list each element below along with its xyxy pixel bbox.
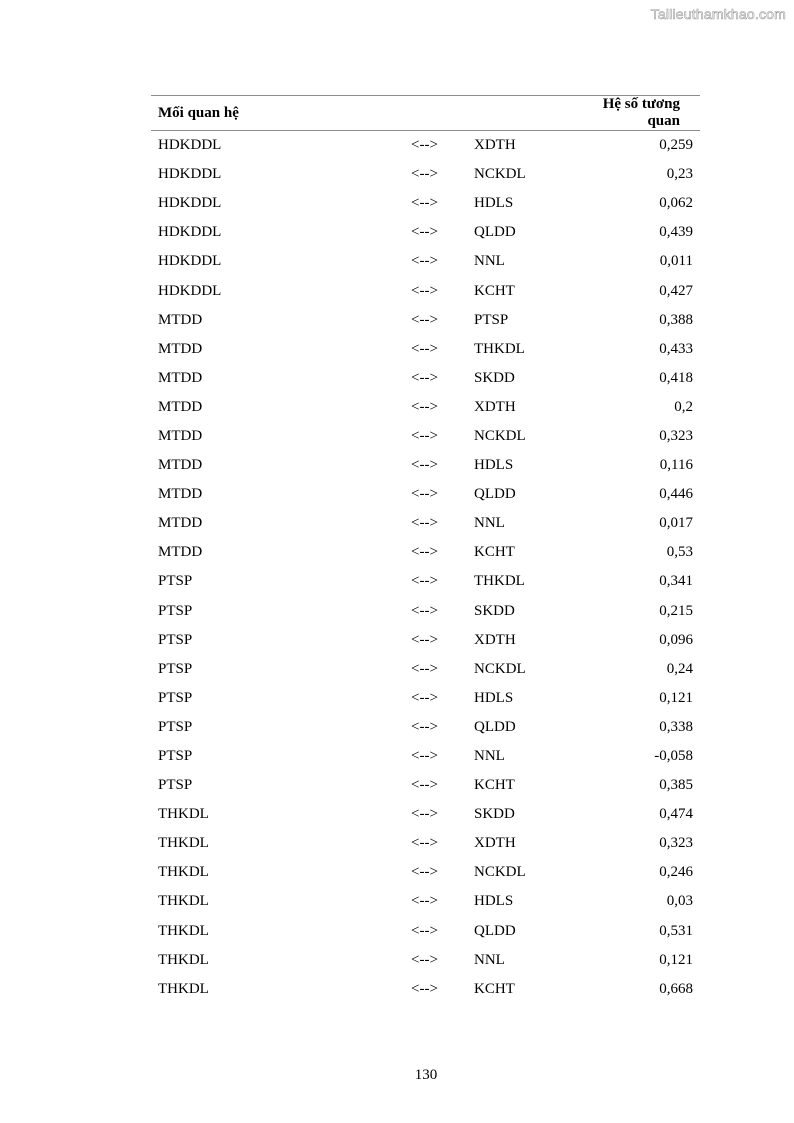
- coefficient-value-cell: 0,323: [659, 835, 693, 852]
- table-row: [151, 276, 700, 305]
- table-row: [151, 917, 700, 946]
- variable-b-cell: XDTH: [474, 835, 516, 852]
- coefficient-value-cell: 0,23: [666, 166, 693, 183]
- variable-a-cell: THKDL: [158, 864, 209, 881]
- coefficient-value-cell: 0,062: [659, 195, 693, 212]
- table-row: [151, 160, 700, 189]
- relation-arrow-cell: <-->: [411, 922, 438, 939]
- coefficient-value-cell: 0,446: [659, 486, 693, 503]
- variable-a-cell: PTSP: [158, 718, 193, 735]
- coefficient-value-cell: 0,341: [659, 573, 693, 590]
- variable-a-cell: MTDD: [158, 369, 203, 386]
- variable-b-cell: NCKDL: [474, 166, 526, 183]
- variable-a-cell: MTDD: [158, 398, 203, 415]
- variable-a-cell: MTDD: [158, 311, 203, 328]
- variable-b-cell: SKDD: [474, 369, 515, 386]
- header-row: [151, 96, 700, 131]
- variable-b-cell: NNL: [474, 515, 505, 532]
- variable-b-cell: THKDL: [474, 573, 525, 590]
- relation-arrow-cell: <-->: [411, 398, 438, 415]
- header-relation: Mối quan hệ: [158, 104, 239, 121]
- variable-a-cell: HDKDDL: [158, 282, 222, 299]
- variable-b-cell: XDTH: [474, 631, 516, 648]
- variable-b-cell: KCHT: [474, 980, 515, 997]
- table-row: [151, 829, 700, 858]
- variable-b-cell: KCHT: [474, 777, 515, 794]
- variable-a-cell: MTDD: [158, 544, 203, 561]
- relation-arrow-cell: <-->: [411, 282, 438, 299]
- coefficient-value-cell: 0,259: [659, 137, 693, 154]
- variable-a-cell: HDKDDL: [158, 137, 222, 154]
- coefficient-value-cell: 0,121: [659, 951, 693, 968]
- table-row: [151, 975, 700, 1004]
- variable-b-cell: PTSP: [474, 311, 509, 328]
- table-row: [151, 306, 700, 335]
- table-row: [151, 858, 700, 887]
- coefficient-value-cell: 0,418: [659, 369, 693, 386]
- variable-a-cell: THKDL: [158, 980, 209, 997]
- coefficient-value-cell: 0,474: [659, 806, 693, 823]
- table-row: [151, 335, 700, 364]
- table-row: [151, 509, 700, 538]
- relation-arrow-cell: <-->: [411, 166, 438, 183]
- table-row: [151, 393, 700, 422]
- variable-a-cell: HDKDDL: [158, 253, 222, 270]
- relation-arrow-cell: <-->: [411, 311, 438, 328]
- table-row: [151, 771, 700, 800]
- coefficient-value-cell: 0,017: [659, 515, 693, 532]
- relation-arrow-cell: <-->: [411, 515, 438, 532]
- coefficient-value-cell: 0,53: [666, 544, 693, 561]
- table-row: [151, 422, 700, 451]
- relation-arrow-cell: <-->: [411, 631, 438, 648]
- variable-b-cell: SKDD: [474, 602, 515, 619]
- coefficient-value-cell: 0,011: [659, 253, 693, 270]
- variable-a-cell: MTDD: [158, 340, 203, 357]
- table-row: [151, 567, 700, 596]
- variable-a-cell: HDKDDL: [158, 195, 222, 212]
- coefficient-value-cell: 0,439: [659, 224, 693, 241]
- table-row: [151, 742, 700, 771]
- variable-a-cell: HDKDDL: [158, 166, 222, 183]
- relation-arrow-cell: <-->: [411, 253, 438, 270]
- table-row: [151, 946, 700, 975]
- table-row: [151, 713, 700, 742]
- table-row: [151, 218, 700, 247]
- relation-arrow-cell: <-->: [411, 893, 438, 910]
- relation-arrow-cell: <-->: [411, 457, 438, 474]
- coefficient-value-cell: 0,323: [659, 427, 693, 444]
- table-row: [151, 247, 700, 276]
- coefficient-value-cell: 0,2: [674, 398, 693, 415]
- table-body: [151, 131, 700, 1004]
- relation-arrow-cell: <-->: [411, 718, 438, 735]
- table-row: [151, 597, 700, 626]
- relation-arrow-cell: <-->: [411, 340, 438, 357]
- variable-a-cell: PTSP: [158, 631, 193, 648]
- relation-arrow-cell: <-->: [411, 806, 438, 823]
- coefficient-value-cell: 0,215: [659, 602, 693, 619]
- relation-arrow-cell: <-->: [411, 427, 438, 444]
- relation-arrow-cell: <-->: [411, 137, 438, 154]
- variable-a-cell: THKDL: [158, 835, 209, 852]
- variable-b-cell: THKDL: [474, 340, 525, 357]
- table-row: [151, 189, 700, 218]
- variable-b-cell: NNL: [474, 253, 505, 270]
- variable-b-cell: HDLS: [474, 457, 514, 474]
- table-row: [151, 480, 700, 509]
- variable-b-cell: XDTH: [474, 398, 516, 415]
- variable-a-cell: PTSP: [158, 689, 193, 706]
- relation-arrow-cell: <-->: [411, 195, 438, 212]
- relation-arrow-cell: <-->: [411, 602, 438, 619]
- coefficient-value-cell: 0,121: [659, 689, 693, 706]
- relation-arrow-cell: <-->: [411, 835, 438, 852]
- relation-arrow-cell: <-->: [411, 951, 438, 968]
- variable-b-cell: HDLS: [474, 689, 514, 706]
- relation-arrow-cell: <-->: [411, 777, 438, 794]
- variable-b-cell: HDLS: [474, 893, 514, 910]
- variable-a-cell: THKDL: [158, 806, 209, 823]
- table-row: [151, 684, 700, 713]
- coefficient-value-cell: 0,338: [659, 718, 693, 735]
- coefficient-value-cell: 0,668: [659, 980, 693, 997]
- variable-b-cell: QLDD: [474, 224, 516, 241]
- variable-a-cell: HDKDDL: [158, 224, 222, 241]
- variable-b-cell: NNL: [474, 951, 505, 968]
- variable-b-cell: HDLS: [474, 195, 514, 212]
- variable-a-cell: THKDL: [158, 893, 209, 910]
- variable-b-cell: NNL: [474, 748, 505, 765]
- variable-a-cell: MTDD: [158, 427, 203, 444]
- table-row: [151, 626, 700, 655]
- coefficient-value-cell: 0,433: [659, 340, 693, 357]
- variable-a-cell: PTSP: [158, 777, 193, 794]
- variable-b-cell: NCKDL: [474, 864, 526, 881]
- variable-a-cell: THKDL: [158, 922, 209, 939]
- variable-a-cell: MTDD: [158, 457, 203, 474]
- table-row: [151, 655, 700, 684]
- header-coefficient: Hệ số tương quan: [602, 96, 680, 129]
- table-row: [151, 800, 700, 829]
- coefficient-value-cell: 0,427: [659, 282, 693, 299]
- coefficient-value-cell: 0,116: [659, 457, 693, 474]
- variable-a-cell: THKDL: [158, 951, 209, 968]
- variable-a-cell: MTDD: [158, 515, 203, 532]
- variable-a-cell: PTSP: [158, 660, 193, 677]
- coefficient-value-cell: 0,531: [659, 922, 693, 939]
- correlation-table: [151, 95, 700, 1004]
- table-header: [151, 96, 700, 131]
- relation-arrow-cell: <-->: [411, 369, 438, 386]
- relation-arrow-cell: <-->: [411, 573, 438, 590]
- coefficient-value-cell: 0,385: [659, 777, 693, 794]
- table-row: [151, 451, 700, 480]
- variable-b-cell: NCKDL: [474, 660, 526, 677]
- watermark-text: Tailieuthamkhao.com: [650, 6, 786, 22]
- variable-b-cell: SKDD: [474, 806, 515, 823]
- relation-arrow-cell: <-->: [411, 748, 438, 765]
- relation-arrow-cell: <-->: [411, 980, 438, 997]
- variable-a-cell: MTDD: [158, 486, 203, 503]
- variable-b-cell: NCKDL: [474, 427, 526, 444]
- variable-b-cell: QLDD: [474, 486, 516, 503]
- coefficient-value-cell: 0,246: [659, 864, 693, 881]
- relation-arrow-cell: <-->: [411, 486, 438, 503]
- table-row: [151, 887, 700, 916]
- table-row: [151, 538, 700, 567]
- relation-arrow-cell: <-->: [411, 660, 438, 677]
- relation-arrow-cell: <-->: [411, 224, 438, 241]
- coefficient-value-cell: 0,096: [659, 631, 693, 648]
- variable-b-cell: KCHT: [474, 544, 515, 561]
- variable-b-cell: XDTH: [474, 137, 516, 154]
- variable-a-cell: PTSP: [158, 748, 193, 765]
- variable-b-cell: QLDD: [474, 922, 516, 939]
- coefficient-value-cell: 0,388: [659, 311, 693, 328]
- table-row: [151, 131, 700, 161]
- variable-b-cell: QLDD: [474, 718, 516, 735]
- variable-a-cell: PTSP: [158, 573, 193, 590]
- relation-arrow-cell: <-->: [411, 864, 438, 881]
- coefficient-value-cell: 0,24: [666, 660, 693, 677]
- coefficient-value-cell: -0,058: [654, 748, 693, 765]
- coefficient-value-cell: 0,03: [666, 893, 693, 910]
- page-number: 130: [414, 1067, 438, 1083]
- relation-arrow-cell: <-->: [411, 689, 438, 706]
- variable-b-cell: KCHT: [474, 282, 515, 299]
- relation-arrow-cell: <-->: [411, 544, 438, 561]
- table-row: [151, 364, 700, 393]
- variable-a-cell: PTSP: [158, 602, 193, 619]
